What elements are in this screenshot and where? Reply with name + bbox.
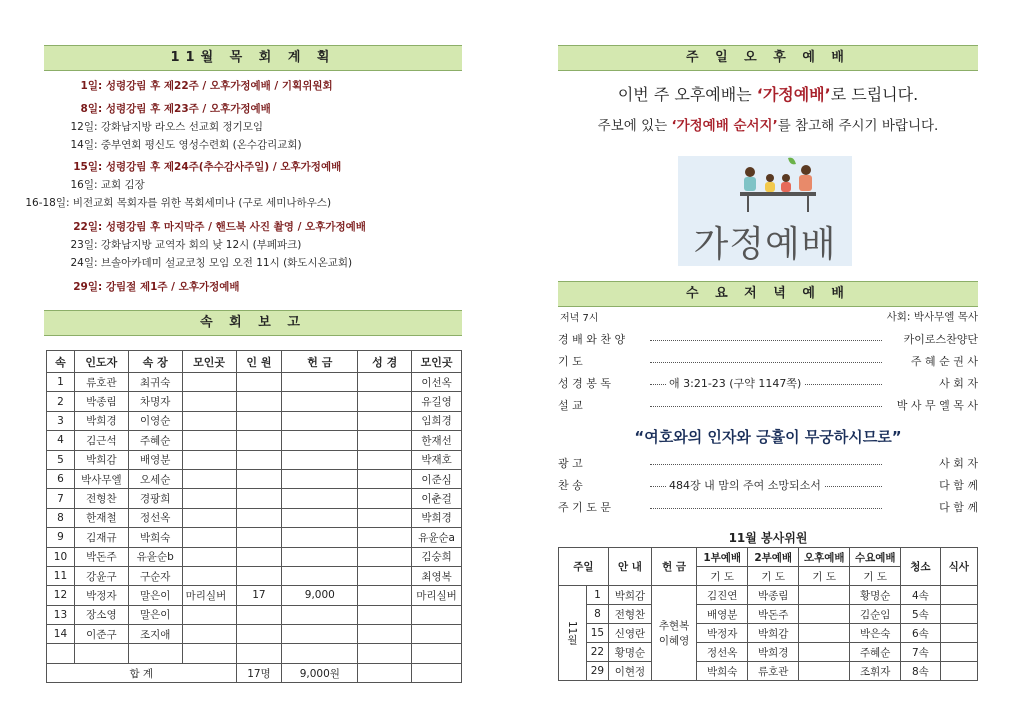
- table-row: [47, 566, 462, 585]
- table-cell: 1: [47, 373, 75, 392]
- table-cell: [412, 625, 462, 644]
- table-cell: 12: [47, 586, 75, 605]
- table-cell: [182, 489, 236, 508]
- table-cell: 박희경: [74, 411, 128, 430]
- table-cell: [236, 431, 282, 450]
- service-cell: 6속: [901, 624, 940, 643]
- attendance-header: 속: [47, 351, 75, 373]
- table-cell: 박재호: [412, 450, 462, 469]
- table-cell: [282, 469, 358, 488]
- table-cell: [358, 528, 412, 547]
- table-row: [47, 411, 462, 430]
- table-cell: 전형찬: [74, 489, 128, 508]
- table-row: [47, 547, 462, 566]
- service-cell: 배영분: [697, 605, 748, 624]
- pm-announcement-2: [558, 114, 978, 134]
- table-cell: [236, 411, 282, 430]
- service-cell: [799, 643, 850, 662]
- schedule-text: : 중부연회 평신도 영성수련회 (온수감리교회): [94, 139, 302, 151]
- table-row: [559, 624, 978, 643]
- table-cell: 7: [47, 489, 75, 508]
- table-cell: 배영분: [128, 450, 182, 469]
- table-cell: [282, 489, 358, 508]
- service-cell: [799, 624, 850, 643]
- order-label: 찬 송: [558, 479, 583, 492]
- schedule-item: [48, 279, 240, 294]
- order-detail: 484장 내 맘의 주여 소망되소서: [666, 477, 824, 493]
- table-cell: [236, 644, 282, 663]
- table-row: [47, 450, 462, 469]
- service-cell: [940, 605, 977, 624]
- service-cell: 조휘자: [850, 662, 901, 681]
- table-cell: 6: [47, 469, 75, 488]
- order-label: 설 교: [558, 399, 583, 412]
- schedule-date: 16일: [70, 179, 94, 191]
- table-cell: 마리실버: [412, 586, 462, 605]
- attendance-header: 헌 금: [282, 351, 358, 373]
- attendance-header: 모인곳: [182, 351, 236, 373]
- order-line: [558, 455, 978, 471]
- table-cell: 이영순: [128, 411, 182, 430]
- service-cell: [940, 586, 977, 605]
- table-cell: [236, 528, 282, 547]
- table-cell: [358, 469, 412, 488]
- schedule-date: 8일: [80, 103, 98, 115]
- report-header: [44, 310, 462, 336]
- schedule-date: 16-18일: [25, 197, 66, 209]
- prayer-subheader: 기 도: [799, 567, 850, 586]
- guide-cell: 전형찬: [608, 605, 651, 624]
- table-cell: [282, 411, 358, 430]
- table-cell: [358, 625, 412, 644]
- service-header: 오후예배: [799, 548, 850, 567]
- service-cell: [799, 605, 850, 624]
- table-cell: [236, 469, 282, 488]
- table-cell: [358, 411, 412, 430]
- service-header: 식사: [940, 548, 977, 586]
- service-cell: 박정자: [697, 624, 748, 643]
- guide-cell: 신영란: [608, 624, 651, 643]
- table-cell: 오세순: [128, 469, 182, 488]
- table-cell: [282, 431, 358, 450]
- service-cell: 박희감: [748, 624, 799, 643]
- table-cell: [358, 566, 412, 585]
- schedule-date: 22일: [73, 221, 98, 233]
- order-person: 사 회 자: [939, 377, 978, 390]
- table-cell: [282, 625, 358, 644]
- table-row: [47, 431, 462, 450]
- service-table: [558, 547, 978, 681]
- attendance-table: [46, 350, 462, 683]
- report-title: 속 회 보 고: [200, 315, 306, 330]
- table-cell: [182, 625, 236, 644]
- order-line: [558, 477, 978, 493]
- table-cell: [182, 450, 236, 469]
- schedule-item: [44, 255, 352, 270]
- offering-cell: [652, 586, 697, 681]
- service-cell: [940, 624, 977, 643]
- table-cell: 최영복: [412, 566, 462, 585]
- schedule-item: [16, 195, 331, 210]
- pm-title: 주 일 오 후 예 배: [686, 50, 850, 65]
- table-row: [559, 662, 978, 681]
- table-cell: [358, 605, 412, 624]
- service-cell: 주혜순: [850, 643, 901, 662]
- attendance-header: 속 장: [128, 351, 182, 373]
- service-header: 헌 금: [652, 548, 697, 586]
- table-row: [47, 508, 462, 527]
- wed-host: 사회: 박사무엘 목사: [886, 311, 978, 323]
- table-cell: 박희감: [74, 450, 128, 469]
- table-cell: [236, 489, 282, 508]
- table-cell: [358, 431, 412, 450]
- table-row: [559, 605, 978, 624]
- order-person: 다 함 께: [939, 501, 978, 514]
- line1-post: 로 드립니다.: [830, 85, 919, 104]
- table-cell: [182, 431, 236, 450]
- table-cell: 17: [236, 586, 282, 605]
- table-cell: [236, 605, 282, 624]
- table-cell: 차명자: [128, 392, 182, 411]
- table-row: [47, 586, 462, 605]
- service-cell: 김진연: [697, 586, 748, 605]
- table-cell: [236, 625, 282, 644]
- attendance-header-row: [47, 351, 462, 373]
- guide-cell: 박희감: [608, 586, 651, 605]
- table-cell: 주혜순: [128, 431, 182, 450]
- order-label: 성 경 봉 독: [558, 377, 611, 390]
- schedule-text: : 성령강림 후 제24주(추수감사주일) / 오후가정예배: [98, 161, 342, 173]
- offering-name: 이혜영: [658, 635, 690, 647]
- table-cell: 한재선: [412, 431, 462, 450]
- schedule-date: 29일: [73, 281, 98, 293]
- table-cell: 3: [47, 411, 75, 430]
- service-cell: [799, 662, 850, 681]
- table-cell: 류호관: [74, 373, 128, 392]
- offering-name: 추현복: [658, 620, 690, 632]
- sermon-title: “여호와의 인자와 긍휼이 무궁하시므로”: [634, 428, 902, 446]
- table-cell: [358, 373, 412, 392]
- table-cell: [282, 528, 358, 547]
- table-cell: [282, 392, 358, 411]
- week-cell: 22: [587, 643, 609, 662]
- order-line: [558, 331, 978, 347]
- table-cell: [236, 547, 282, 566]
- plan-header: [44, 45, 462, 71]
- table-cell: 경팡희: [128, 489, 182, 508]
- table-cell: 8: [47, 508, 75, 527]
- service-header: 안 내: [608, 548, 651, 586]
- wed-worship-header: [558, 281, 978, 307]
- attendance-header: 인도자: [74, 351, 128, 373]
- table-cell: [282, 508, 358, 527]
- total-empty: [358, 663, 412, 682]
- table-cell: [358, 644, 412, 663]
- service-header: 주일: [559, 548, 609, 586]
- service-cell: [940, 643, 977, 662]
- schedule-text: : 성령강림 후 제22주 / 오후가정예배 / 기획위원회: [98, 80, 333, 92]
- table-cell: [182, 547, 236, 566]
- order-line: [558, 353, 978, 369]
- table-row: [559, 643, 978, 662]
- prayer-subheader: 기 도: [748, 567, 799, 586]
- table-cell: [182, 411, 236, 430]
- table-cell: [282, 373, 358, 392]
- service-title: 11월 봉사위원: [728, 531, 808, 545]
- table-cell: 5: [47, 450, 75, 469]
- table-cell: [282, 547, 358, 566]
- service-cell: 4속: [901, 586, 940, 605]
- table-cell: [282, 644, 358, 663]
- table-row: [47, 625, 462, 644]
- table-cell: 이준심: [412, 469, 462, 488]
- table-cell: 9: [47, 528, 75, 547]
- service-cell: 7속: [901, 643, 940, 662]
- table-cell: [182, 469, 236, 488]
- schedule-text: : 강화남지방 교역자 회의 낮 12시 (부페파크): [94, 239, 302, 251]
- schedule-text: : 강화남지방 라오스 선교회 정기모임: [94, 121, 264, 133]
- table-cell: 정선옥: [128, 508, 182, 527]
- table-cell: 2: [47, 392, 75, 411]
- service-cell: 정선옥: [697, 643, 748, 662]
- table-cell: 13: [47, 605, 75, 624]
- schedule-date: 24일: [70, 257, 94, 269]
- table-cell: 이선옥: [412, 373, 462, 392]
- leader-dots: [650, 362, 882, 363]
- table-cell: [236, 566, 282, 585]
- table-cell: 박사무엘: [74, 469, 128, 488]
- table-cell: 김숭희: [412, 547, 462, 566]
- schedule-item: [48, 219, 366, 234]
- service-header: 2부예배: [748, 548, 799, 567]
- table-cell: 유윤순a: [412, 528, 462, 547]
- table-cell: [47, 644, 75, 663]
- table-cell: [182, 605, 236, 624]
- service-cell: 8속: [901, 662, 940, 681]
- schedule-date: 1일: [80, 80, 98, 92]
- table-cell: 14: [47, 625, 75, 644]
- service-cell: 박은숙: [850, 624, 901, 643]
- table-cell: [182, 373, 236, 392]
- order-person: 박 사 무 엘 목 사: [896, 399, 978, 412]
- attendance-header: 성 경: [358, 351, 412, 373]
- service-cell: 박종림: [748, 586, 799, 605]
- table-cell: [358, 489, 412, 508]
- table-cell: [282, 605, 358, 624]
- service-cell: 황명순: [850, 586, 901, 605]
- schedule-date: 14일: [70, 139, 94, 151]
- table-cell: [182, 528, 236, 547]
- table-cell: [358, 547, 412, 566]
- table-cell: 10: [47, 547, 75, 566]
- table-cell: 구순자: [128, 566, 182, 585]
- attendance-header: 모인곳: [412, 351, 462, 373]
- order-label: 경 배 와 찬 양: [558, 333, 626, 346]
- order-label: 주 기 도 문: [558, 501, 611, 514]
- schedule-item: [44, 137, 302, 152]
- table-cell: 조지애: [128, 625, 182, 644]
- service-header: 청소: [901, 548, 940, 586]
- order-person: 다 함 께: [939, 479, 978, 492]
- family-worship-image: [678, 156, 852, 266]
- table-row: [47, 392, 462, 411]
- table-cell: [282, 566, 358, 585]
- week-cell: 29: [587, 662, 609, 681]
- week-cell: 1: [587, 586, 609, 605]
- table-cell: 김재규: [74, 528, 128, 547]
- service-cell: 박돈주: [748, 605, 799, 624]
- order-line: [558, 499, 978, 515]
- line2-highlight: ‘가정예배 순서지’: [671, 118, 778, 134]
- schedule-text: : 비전교회 목회자를 위한 목회세미나 (구로 세미나하우스): [66, 197, 332, 209]
- table-cell: [236, 508, 282, 527]
- table-cell: 임희경: [412, 411, 462, 430]
- table-row: [47, 489, 462, 508]
- attendance-total-row: [47, 663, 462, 682]
- leader-dots: [650, 406, 882, 407]
- service-header: 수요예배: [850, 548, 901, 567]
- schedule-item: [44, 237, 301, 252]
- schedule-item: [48, 101, 271, 116]
- schedule-date: 15일: [73, 161, 98, 173]
- schedule-text: : 강림절 제1주 / 오후가정예배: [98, 281, 240, 293]
- plan-title: 11월 목 회 계 획: [170, 50, 336, 65]
- table-cell: 박희숙: [128, 528, 182, 547]
- table-cell: [74, 644, 128, 663]
- table-cell: [236, 392, 282, 411]
- line2-pre: 주보에 있는: [597, 118, 672, 134]
- table-cell: [412, 605, 462, 624]
- table-row: [47, 605, 462, 624]
- order-person: 주 혜 순 권 사: [910, 355, 978, 368]
- table-cell: [182, 644, 236, 663]
- table-cell: 이춘걸: [412, 489, 462, 508]
- table-cell: [412, 644, 462, 663]
- table-row: [47, 469, 462, 488]
- schedule-text: : 성령강림 후 제23주 / 오후가정예배: [98, 103, 271, 115]
- schedule-date: 12일: [70, 121, 94, 133]
- table-cell: 이준구: [74, 625, 128, 644]
- pm-announcement-1: [558, 82, 978, 105]
- table-cell: [182, 392, 236, 411]
- service-cell: 박희숙: [697, 662, 748, 681]
- table-row: [47, 644, 462, 663]
- table-row: [47, 373, 462, 392]
- schedule-item: [48, 159, 341, 174]
- table-cell: 말은이: [128, 586, 182, 605]
- leader-dots: [650, 508, 882, 509]
- table-cell: 4: [47, 431, 75, 450]
- table-cell: [358, 450, 412, 469]
- table-cell: 장소영: [74, 605, 128, 624]
- guide-cell: 황명순: [608, 643, 651, 662]
- service-cell: [940, 662, 977, 681]
- image-caption: 가정예배: [693, 224, 837, 265]
- table-cell: [358, 586, 412, 605]
- table-row: [559, 586, 978, 605]
- wed-time: 저녁 7시: [560, 313, 599, 324]
- schedule-item: [48, 78, 333, 93]
- order-person: 카이로스찬양단: [903, 333, 978, 346]
- table-cell: [236, 373, 282, 392]
- leader-dots: [650, 464, 882, 465]
- table-cell: 박정자: [74, 586, 128, 605]
- table-cell: 박희경: [412, 508, 462, 527]
- wed-title: 수 요 저 녁 예 배: [686, 286, 850, 301]
- table-cell: [182, 566, 236, 585]
- line2-post: 를 참고해 주시기 바랍니다.: [777, 118, 939, 134]
- service-cell: 5속: [901, 605, 940, 624]
- schedule-text: : 성령강림 후 마지막주 / 핸드북 사진 촬영 / 오후가정예배: [98, 221, 366, 233]
- order-line: [558, 375, 978, 391]
- table-cell: [236, 450, 282, 469]
- service-cell: [799, 586, 850, 605]
- table-cell: [182, 508, 236, 527]
- total-empty: [412, 663, 462, 682]
- total-people: 17명: [236, 663, 282, 682]
- table-cell: [358, 508, 412, 527]
- leader-dots: [650, 340, 882, 341]
- table-cell: 박종림: [74, 392, 128, 411]
- attendance-header: 인 원: [236, 351, 282, 373]
- line1-pre: 이번 주 오후예배는: [617, 85, 757, 104]
- line1-highlight: ‘가정예배’: [756, 85, 831, 104]
- schedule-item: [44, 119, 263, 134]
- service-cell: 박희경: [748, 643, 799, 662]
- service-header: 1부예배: [697, 548, 748, 567]
- schedule-text: : 브솔아카데미 설교코칭 모임 오전 11시 (화도시온교회): [94, 257, 353, 269]
- service-cell: 류호관: [748, 662, 799, 681]
- order-label: 광 고: [558, 457, 583, 470]
- week-cell: 15: [587, 624, 609, 643]
- table-cell: 김근석: [74, 431, 128, 450]
- table-cell: 한재철: [74, 508, 128, 527]
- total-money: 9,000원: [282, 663, 358, 682]
- table-cell: 유길영: [412, 392, 462, 411]
- order-line: [558, 397, 978, 413]
- table-cell: 11: [47, 566, 75, 585]
- table-cell: 박돈주: [74, 547, 128, 566]
- month-cell: 11월: [559, 586, 587, 681]
- table-cell: 유윤순b: [128, 547, 182, 566]
- schedule-text: : 교회 김장: [94, 179, 145, 191]
- prayer-subheader: 기 도: [697, 567, 748, 586]
- table-cell: 9,000: [282, 586, 358, 605]
- service-header-row: [559, 548, 978, 567]
- table-cell: [128, 644, 182, 663]
- guide-cell: 이현정: [608, 662, 651, 681]
- table-row: [47, 528, 462, 547]
- table-cell: [358, 392, 412, 411]
- week-cell: 8: [587, 605, 609, 624]
- order-detail: 애 3:21-23 (구약 1147쪽): [666, 375, 804, 391]
- schedule-date: 23일: [70, 239, 94, 251]
- order-label: 기 도: [558, 355, 583, 368]
- table-cell: [282, 450, 358, 469]
- table-cell: 말은이: [128, 605, 182, 624]
- service-cell: 김순임: [850, 605, 901, 624]
- total-label: 합 계: [47, 663, 237, 682]
- table-cell: 최귀숙: [128, 373, 182, 392]
- schedule-item: [44, 177, 145, 192]
- table-cell: 강윤구: [74, 566, 128, 585]
- prayer-subheader: 기 도: [850, 567, 901, 586]
- order-person: 사 회 자: [939, 457, 978, 470]
- table-cell: 마리실버: [182, 586, 236, 605]
- pm-worship-header: [558, 45, 978, 71]
